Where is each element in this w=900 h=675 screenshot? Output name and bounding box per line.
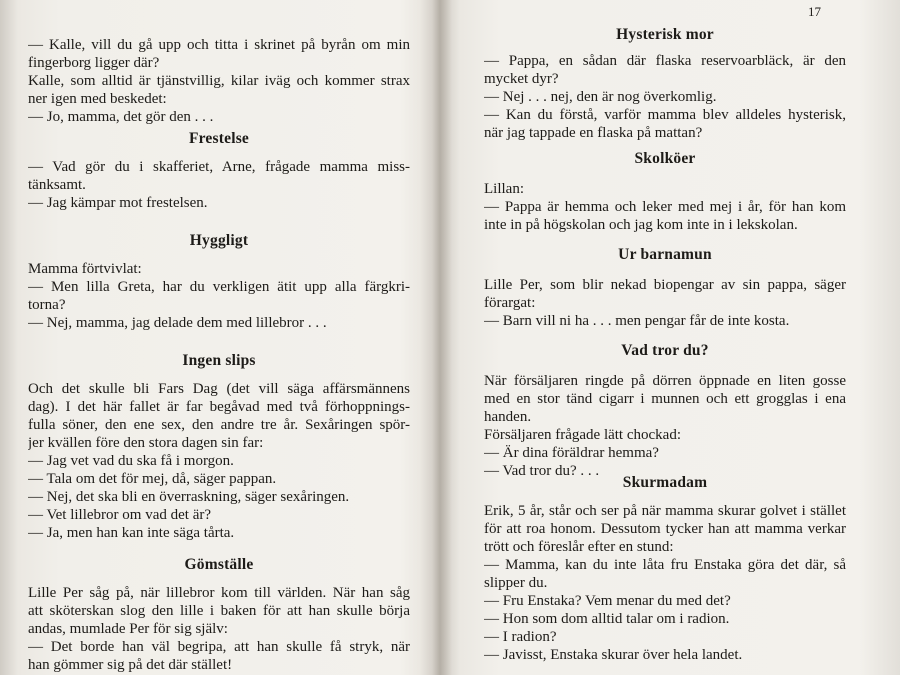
text-line: — Javisst, Enstaka skurar över hela landet. <box>484 647 743 663</box>
text-line: — Fru Enstaka? Vem menar du med det? <box>484 593 731 609</box>
text-line: dag). I det här fallet är far begåvad med två förhoppnings- <box>28 399 410 415</box>
section-skolkoer <box>484 150 846 234</box>
section-title: Gömställe <box>184 556 254 573</box>
left-page <box>28 0 410 675</box>
text-line: andas, mumlade Per för sig själv: <box>28 621 228 637</box>
section-title: Ingen slips <box>182 352 256 369</box>
text-line: — Vad gör du i skafferiet, Arne, frågade mamma miss- <box>28 159 410 175</box>
text-line: torna? <box>28 297 66 313</box>
text-line: med en stor tänd cigarr i munnen och ett grogglas i ena <box>484 391 846 407</box>
section-title: Ur barnamun <box>618 246 712 263</box>
text-line: när jag tappade en flaska på mattan? <box>484 125 703 141</box>
text-line: — I radion? <box>484 629 557 645</box>
text-line: — Kalle, vill du gå upp och titta i skrinet på byrån om min <box>28 37 410 53</box>
text-line: När försäljaren ringde på dörren öppnade en liten gosse <box>484 373 846 389</box>
text-line: — Jag vet vad du ska få i morgon. <box>28 453 234 469</box>
text-line: slipper du. <box>484 575 548 591</box>
page-number: 17 <box>808 4 821 19</box>
text-line: jer kvällen före den stora dagen sin far: <box>28 435 264 451</box>
text-line: — Barn vill ni ha . . . men pengar får de inte kosta. <box>484 313 790 329</box>
section-title: Hyggligt <box>189 232 249 249</box>
text-line: — Jag kämpar mot frestelsen. <box>28 195 208 211</box>
text-line: — Är dina föräldrar hemma? <box>484 445 659 461</box>
section-frestelse <box>28 130 410 212</box>
text-line: trött och föreslår efter en stund: <box>484 539 674 555</box>
text-line: — Pappa är hemma och leker med mej i år, för han kom <box>484 199 846 215</box>
section-gomstalle <box>28 556 410 674</box>
text-line: — Det borde han väl begripa, att han skulle få stryk, när <box>28 639 410 655</box>
section-title: Skolköer <box>634 150 696 167</box>
text-line: — Men lilla Greta, har du verkligen ätit upp alla färgkri- <box>28 279 410 295</box>
text-line: inte in på högskolan och jag kom inte in i lekskolan. <box>484 217 798 233</box>
text-line: Lillan: <box>484 181 524 197</box>
section-ingen-slips <box>28 352 410 542</box>
text-line: — Hon som dom alltid talar om i radion. <box>484 611 730 627</box>
text-line: Erik, 5 år, står och ser på när mamma skurar golvet i stället <box>484 503 846 519</box>
text-line: — Nej, det ska bli en överraskning, säger sexåringen. <box>28 489 350 505</box>
text-line: Lille Per såg på, när lillebror kom till världen. När han såg <box>28 585 410 601</box>
section-hyggligt <box>28 232 410 332</box>
book-gutter <box>420 0 460 675</box>
text-line: — Tala om det för mej, då, säger pappan. <box>28 471 277 487</box>
text-line: — Kan du förstå, varför mamma blev alldeles hysterisk, <box>484 107 846 123</box>
text-line: — Mamma, kan du inte låta fru Enstaka göra det där, så <box>484 557 846 573</box>
section-title: Vad tror du? <box>621 342 709 359</box>
section-title: Skurmadam <box>622 474 708 491</box>
section-hysterisk-mor <box>484 26 846 142</box>
text-line: fingerborg ligger där? <box>28 55 160 71</box>
text-line: Mamma förtvivlat: <box>28 261 142 277</box>
section-title: Frestelse <box>188 130 250 147</box>
section-title: Hysterisk mor <box>616 26 714 43</box>
text-line: — Pappa, en sådan där flaska reservoarbläck, är den <box>484 53 846 69</box>
text-line: handen. <box>484 409 532 425</box>
text-line: Och det skulle bli Fars Dag (det vill säga affärsmännens <box>28 381 410 397</box>
text-line: Lille Per, som blir nekad biopengar av sin pappa, säger <box>484 277 846 293</box>
section-ur-barnamun <box>484 246 846 330</box>
text-line: — Nej, mamma, jag delade dem med lillebror . . . <box>28 315 327 331</box>
text-line: — Vad tror du? . . . <box>484 463 600 479</box>
text-line: tänksamt. <box>28 177 86 193</box>
text-line: Kalle, som alltid är tjänstvillig, kilar iväg och kommer strax <box>28 73 410 89</box>
text-line: förargat: <box>484 295 536 311</box>
text-line: han gömmer sig på det där stället! <box>28 657 233 673</box>
text-line: fulla söner, den ene sex, den andre tre år. Sexåringen spör- <box>28 417 410 433</box>
right-page <box>484 0 846 675</box>
text-line: att sköterskan slog den lille i baken för att han skulle börja <box>28 603 410 619</box>
section-vad-tror-du <box>484 342 846 480</box>
text-line: mycket dyr? <box>484 71 559 87</box>
text-line: — Ja, men han kan inte säga tårta. <box>28 525 235 541</box>
text-line: för att roa honom. Dessutom tycker han att mamma verkar <box>484 521 846 537</box>
section-skurmadam <box>484 474 846 664</box>
text-line: ner igen med beskedet: <box>28 91 167 107</box>
text-line: — Nej . . . nej, den är nog överkomlig. <box>484 89 717 105</box>
text-line: Försäljaren frågade lätt chockad: <box>484 427 681 443</box>
text-line: — Vet lillebror om vad det är? <box>28 507 212 523</box>
text-line: — Jo, mamma, det gör den . . . <box>28 109 214 125</box>
left-intro <box>28 36 410 126</box>
